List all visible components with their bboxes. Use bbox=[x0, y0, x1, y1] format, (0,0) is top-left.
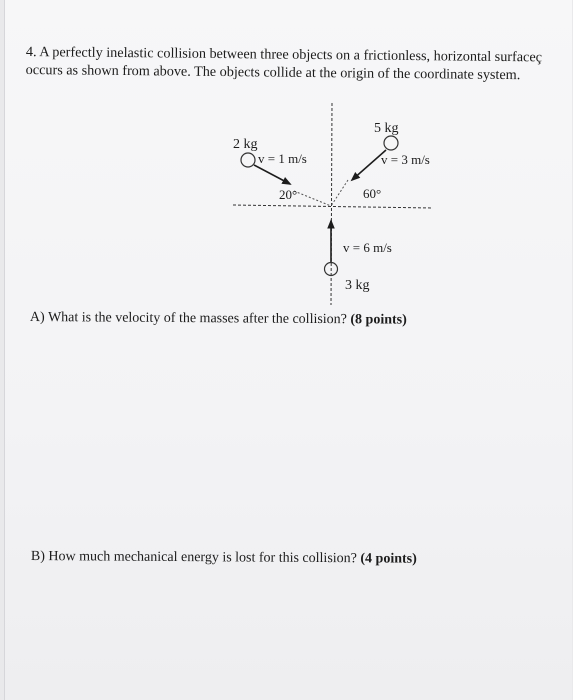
mass-2kg-label: 2 kg bbox=[233, 137, 258, 152]
angle-20-label: 20° bbox=[279, 187, 298, 202]
left-angle-guide bbox=[294, 191, 331, 206]
part-b-points: (4 points) bbox=[360, 551, 417, 567]
velocity-2kg-label: v = 1 m/s bbox=[258, 151, 307, 166]
velocity-3kg-label: v = 6 m/s bbox=[343, 240, 392, 255]
mass-2kg-circle bbox=[241, 153, 255, 167]
right-angle-guide bbox=[331, 180, 348, 206]
mass-5kg-circle bbox=[384, 136, 398, 150]
part-a-points: (8 points) bbox=[350, 312, 407, 328]
x-axis bbox=[233, 205, 433, 208]
part-a-text: A) What is the velocity of the masses after the collision? bbox=[29, 310, 347, 328]
question-text: 4. A perfectly inelastic collision between three objects on a frictionless, horizontal surfaceç occurs as shown from above. The objects collide at the origin of the coordinate system. bbox=[25, 44, 543, 83]
part-a-question bbox=[30, 310, 407, 329]
part-b-question bbox=[31, 549, 417, 568]
mass-5kg-label: 5 kg bbox=[374, 121, 399, 136]
velocity-5kg-label: v = 3 m/s bbox=[381, 152, 430, 167]
mass-3kg-label: 3 kg bbox=[345, 278, 370, 293]
part-b-text: B) How much mechanical energy is lost for this collision? bbox=[30, 549, 357, 567]
angle-60-label: 60° bbox=[363, 186, 382, 201]
velocity-arrow-2kg bbox=[254, 165, 290, 184]
